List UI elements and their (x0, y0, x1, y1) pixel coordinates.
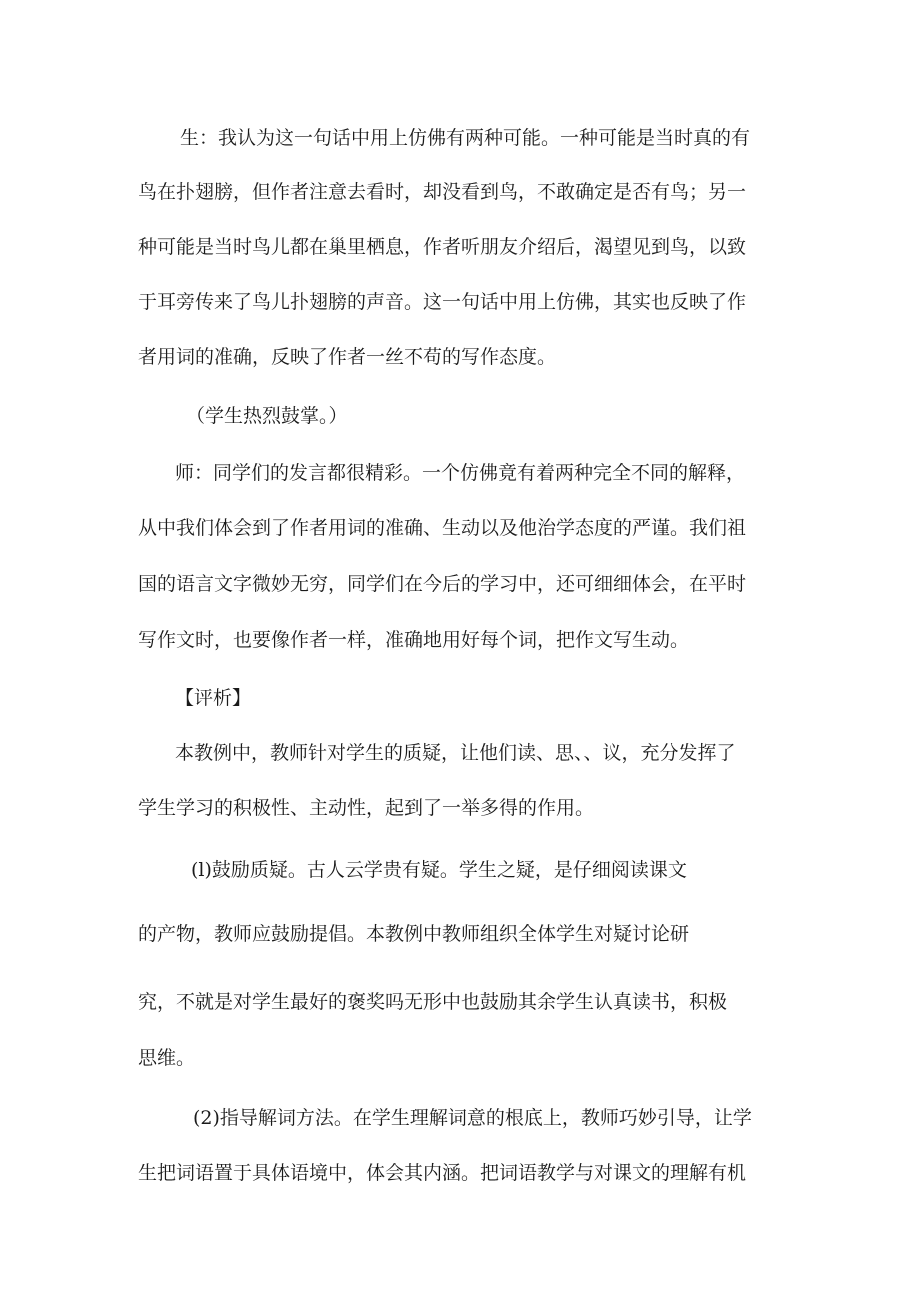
text-line: 者用词的准确，反映了作者一丝不苟的写作态度。 (138, 346, 557, 368)
text-line: 师：同学们的发言都很精彩。一个仿佛竟有着两种完全不同的解释， (175, 462, 746, 484)
text-line: 的产物，教师应鼓励提倡。本教例中教师组织全体学生对疑讨论研 (138, 923, 690, 945)
text-line: 学生学习的积极性、主动性，起到了一举多得的作用。 (138, 797, 595, 819)
text-line: (l)鼓励质疑。古人云学贵有疑。学生之疑，是仔细阅读课文 (191, 859, 687, 881)
section-heading: 【评析】 (175, 687, 252, 709)
text-line: 写作文时，也要像作者一样，准确地用好每个词，把作文写生动。 (138, 629, 690, 651)
text-line: 本教例中，教师针对学生的质疑，让他们读、思、、议，充分发挥了 (175, 742, 736, 764)
text-line: 从中我们体会到了作者用词的准确、生动以及他治学态度的严谨。我们祖 (138, 517, 747, 539)
text-line: 思维。 (138, 1047, 196, 1069)
text-line: 国的语言文字微妙无穷，同学们在今后的学习中，还可细细体会，在平时 (138, 573, 747, 595)
text-line: 于耳旁传来了鸟儿扑翅膀的声音。这一句话中用上仿佛，其实也反映了作 (138, 291, 747, 313)
text-line: （学生热烈鼓掌。） (186, 405, 348, 427)
text-line: 生：我认为这一句话中用上仿佛有两种可能。一种可能是当时真的有 (180, 127, 751, 149)
text-line: 鸟在扑翅膀，但作者注意去看时，却没看到鸟，不敢确定是否有鸟；另一 (138, 181, 747, 203)
text-line: 种可能是当时鸟儿都在巢里栖息，作者听朋友介绍后，渴望见到鸟，以致 (138, 236, 747, 258)
text-line: 生把词语置于具体语境中，体会其内涵。把词语教学与对课文的理解有机 (138, 1162, 747, 1184)
text-line: 究，不就是对学生最好的褒奖吗无形中也鼓励其余学生认真读书，积极 (138, 991, 728, 1013)
text-line: (2)指导解词方法。在学生理解词意的根底上，教师巧妙引导，让学 (193, 1107, 752, 1129)
